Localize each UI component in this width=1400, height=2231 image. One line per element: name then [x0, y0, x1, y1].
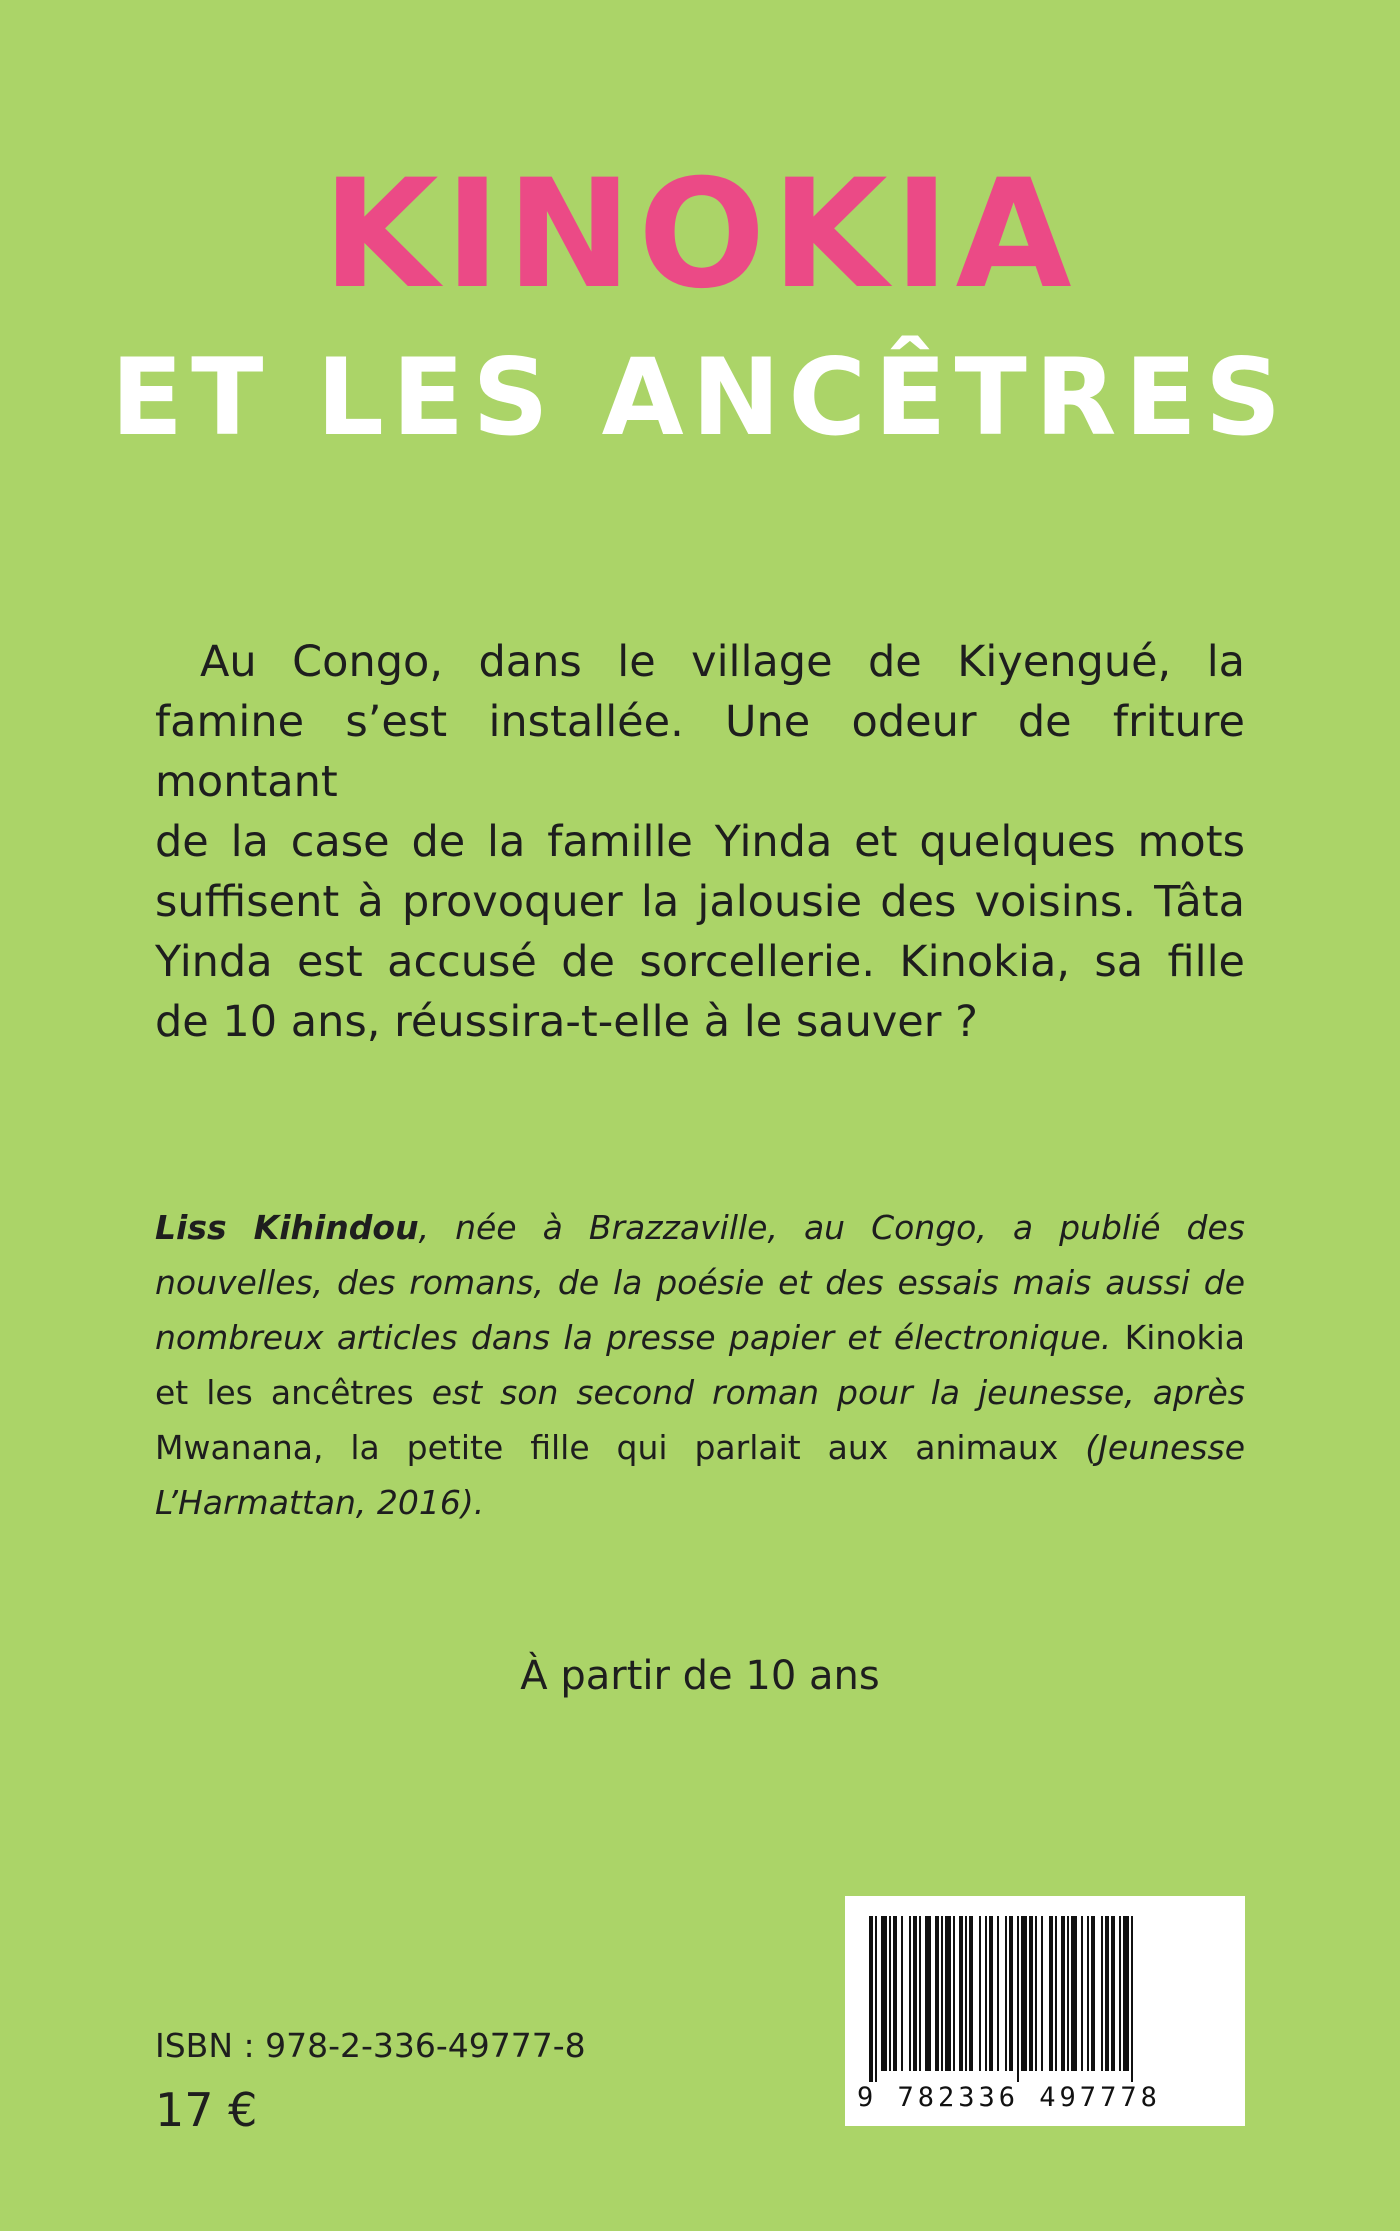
barcode — [845, 1896, 1245, 2126]
barcode-bar — [965, 1916, 967, 2071]
barcode-bar — [985, 1916, 987, 2071]
barcode-bar — [1067, 1916, 1069, 2071]
barcode-bar — [1131, 1916, 1133, 2082]
barcode-bar — [875, 1916, 877, 2082]
price: 17 € — [155, 2083, 258, 2137]
barcode-bar — [1041, 1916, 1043, 2071]
barcode-bar — [959, 1916, 963, 2071]
barcode-bar — [1105, 1916, 1109, 2071]
barcode-bar — [901, 1916, 903, 2071]
barcode-bar — [979, 1916, 981, 2071]
barcode-bar — [1017, 1916, 1019, 2082]
author-bio — [155, 1200, 1245, 1530]
bio-line: nombreux articles dans la presse papier et électronique. Kinokia — [155, 1318, 1245, 1357]
barcode-bar — [997, 1916, 999, 2071]
summary-paragraph — [155, 632, 1245, 1052]
bio-line: Mwanana, la petite fille qui parlait aux animaux (Jeunesse — [155, 1428, 1245, 1467]
summary-line: suffisent à provoquer la jalousie des voisins. Tâta — [155, 877, 1245, 927]
barcode-bar — [919, 1916, 921, 2071]
barcode-bar — [1029, 1916, 1033, 2071]
barcode-bar — [1119, 1916, 1121, 2071]
isbn: ISBN : 978-2-336-49777-8 — [155, 2026, 586, 2065]
summary-line: de 10 ans, réussira-t-elle à le sauver ? — [155, 997, 978, 1047]
barcode-bar — [1087, 1916, 1089, 2071]
barcode-bar — [1081, 1916, 1083, 2071]
author-name: Liss Kihindou — [155, 1208, 419, 1247]
barcode-bar — [935, 1916, 939, 2071]
barcode-bar — [1049, 1916, 1053, 2071]
barcode-bar — [1091, 1916, 1095, 2071]
barcode-bar — [945, 1916, 951, 2071]
barcode-bar — [913, 1916, 917, 2071]
barcode-bar — [953, 1916, 955, 2071]
barcode-bar — [1009, 1916, 1013, 2071]
barcode-bar — [893, 1916, 897, 2071]
barcode-bar — [1111, 1916, 1115, 2071]
barcode-bar — [1101, 1916, 1103, 2071]
book-subtitle: ET LES ANCÊTRES — [110, 336, 1290, 459]
barcode-bar — [1005, 1916, 1007, 2071]
barcode-digits: 9 782336 497778 — [857, 2082, 1161, 2113]
barcode-bar — [881, 1916, 887, 2071]
barcode-bar — [941, 1916, 943, 2071]
barcode-bar — [1035, 1916, 1037, 2071]
book-title: KINOKIA — [322, 148, 1078, 322]
barcode-bar — [1123, 1916, 1129, 2071]
bio-line: et les ancêtres est son second roman pour la jeunesse, après — [155, 1373, 1245, 1412]
barcode-bar — [1061, 1916, 1065, 2071]
barcode-bar — [909, 1916, 911, 2071]
age-recommendation: À partir de 10 ans — [520, 1653, 880, 1699]
bio-line: Liss Kihindou, née à Brazzaville, au Congo, a publié des — [155, 1208, 1245, 1247]
barcode-bar — [925, 1916, 931, 2071]
bio-line: nouvelles, des romans, de la poésie et des essais mais aussi de — [155, 1263, 1245, 1302]
summary-line: de la case de la famille Yinda et quelques mots — [155, 817, 1245, 867]
bio-line: L’Harmattan, 2016). — [155, 1483, 485, 1522]
barcode-bar — [1071, 1916, 1077, 2071]
barcode-bar — [989, 1916, 993, 2071]
summary-line: Au Congo, dans le village de Kiyengué, la — [200, 637, 1245, 687]
barcode-bar — [889, 1916, 891, 2071]
summary-line: Yinda est accusé de sorcellerie. Kinokia, sa fille — [155, 937, 1245, 987]
barcode-bar — [1055, 1916, 1057, 2071]
barcode-bar — [869, 1916, 873, 2082]
summary-line: famine s’est installée. Une odeur de friture montant — [155, 697, 1245, 807]
barcode-bar — [969, 1916, 973, 2071]
barcode-bar — [1021, 1916, 1027, 2071]
